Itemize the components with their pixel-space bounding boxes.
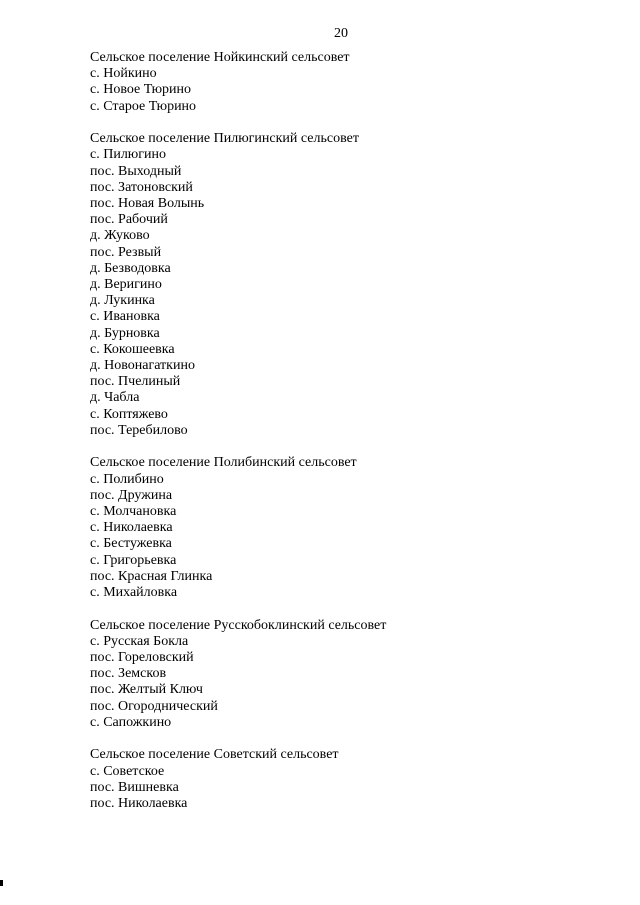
place-item: пос. Выходный — [90, 163, 182, 179]
place-item: пос. Желтый Ключ — [90, 682, 203, 698]
place-item: д. Бурновка — [90, 325, 160, 341]
settlement-list — [90, 50, 610, 829]
section-title: Сельское поселение Нойкинский сельсовет — [90, 50, 350, 65]
place-item: пос. Вишневка — [90, 779, 179, 795]
place-item: д. Жуково — [90, 228, 150, 244]
place-item: с. Сапожкино — [90, 714, 172, 730]
section-sovetsky — [90, 747, 610, 812]
place-item: с. Коптяжево — [90, 406, 168, 422]
place-item: с. Старое Тюрино — [90, 98, 197, 114]
place-item: с. Григорьевка — [90, 552, 177, 568]
place-item: д. Лукинка — [90, 293, 155, 309]
place-item: с. Николаевка — [90, 520, 173, 536]
place-item: с. Михайловка — [90, 585, 178, 601]
page-number: 20 — [334, 26, 348, 41]
section-title: Сельское поселение Советский сельсовет — [90, 747, 339, 763]
place-item: с. Ивановка — [90, 309, 160, 325]
place-item: пос. Рабочий — [90, 212, 168, 228]
place-item: пос. Красная Глинка — [90, 568, 213, 584]
section-pilyuginsky — [90, 131, 610, 439]
section-polibinsky — [90, 455, 610, 601]
place-item: пос. Затоновский — [90, 179, 193, 195]
place-item: с. Кокошеевка — [90, 341, 175, 357]
place-item: пос. Земсков — [90, 666, 167, 682]
place-item: пос. Резвый — [90, 244, 162, 260]
place-item: д. Безводовка — [90, 260, 171, 276]
place-item: пос. Теребилово — [90, 422, 188, 438]
place-item: с. Пилюгино — [90, 147, 166, 163]
place-item: с. Полибино — [90, 471, 164, 487]
place-item: пос. Дружина — [90, 487, 173, 503]
place-item: с. Русская Бокла — [90, 633, 189, 649]
place-item: пос. Огороднический — [90, 698, 218, 714]
place-item: д. Новонагаткино — [90, 358, 195, 374]
place-item: пос. Новая Волынь — [90, 196, 205, 212]
section-title: Сельское поселение Полибинский сельсовет — [90, 455, 357, 471]
place-item: пос. Николаевка — [90, 796, 188, 812]
section-noikinsky — [90, 50, 610, 115]
place-item: с. Бестужевка — [90, 536, 172, 552]
place-item: пос. Пчелиный — [90, 374, 181, 390]
place-item: д. Веригино — [90, 277, 162, 293]
place-item: пос. Гореловский — [90, 650, 194, 666]
section-title: Сельское поселение Русскобоклинский сельсовет — [90, 617, 387, 633]
place-item: с. Нойкино — [90, 66, 157, 82]
section-title: Сельское поселение Пилюгинский сельсовет — [90, 131, 359, 147]
scan-mark — [0, 880, 3, 886]
place-item: д. Чабла — [90, 390, 140, 406]
place-item: с. Советское — [90, 763, 165, 779]
place-item: с. Новое Тюрино — [90, 82, 192, 98]
place-item: с. Молчановка — [90, 504, 177, 520]
section-russkoboklinsky — [90, 618, 610, 731]
